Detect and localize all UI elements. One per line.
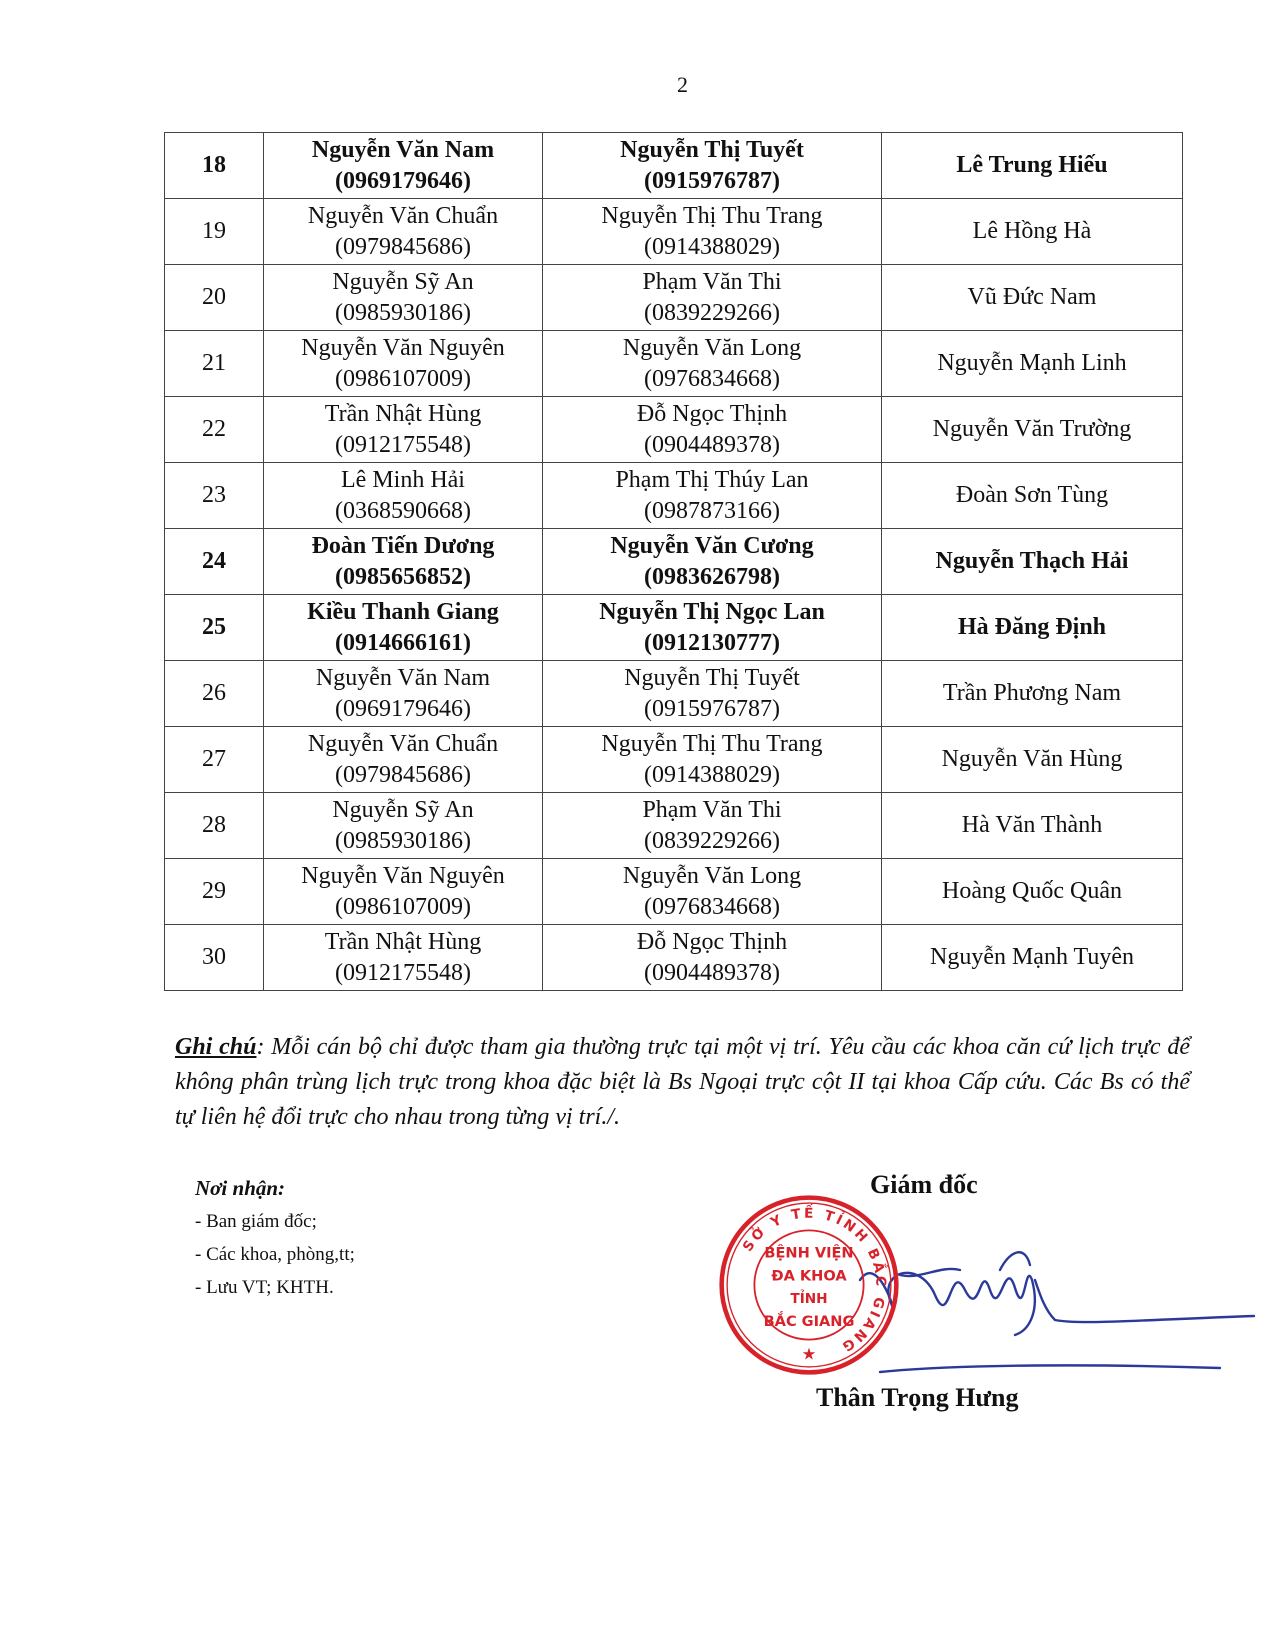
column-1-cell (264, 529, 543, 595)
table-row (165, 793, 1183, 859)
row-number-cell (165, 925, 264, 991)
column-3-name: Hà Đăng Định (957, 614, 1107, 640)
column-2-cell (543, 595, 882, 661)
column-3-name: Nguyễn Mạnh Tuyên (929, 944, 1134, 970)
column-3-cell (882, 199, 1183, 265)
recipient-item: - Các khoa, phòng,tt; (195, 1244, 355, 1265)
row-number: 29 (202, 878, 226, 904)
column-2-cell (543, 793, 882, 859)
column-2-cell (543, 265, 882, 331)
row-number-cell (165, 859, 264, 925)
column-2-cell (543, 463, 882, 529)
column-1-name: Kiều Thanh Giang (307, 598, 499, 625)
column-3-name: Nguyễn Văn Trường (932, 416, 1132, 442)
table-row (165, 859, 1183, 925)
column-1-name: Trần Nhật Hùng (324, 400, 482, 427)
column-1-name: Lê Minh Hải (341, 466, 465, 493)
duty-roster-table (164, 132, 1183, 991)
row-number-cell (165, 661, 264, 727)
row-number: 28 (202, 812, 226, 838)
column-3-cell (882, 265, 1183, 331)
column-1-name: Nguyễn Văn Nguyên (301, 334, 505, 361)
row-number-cell (165, 265, 264, 331)
column-3-cell (882, 529, 1183, 595)
column-2-phone: (0976834668) (644, 365, 780, 392)
column-3-cell (882, 727, 1183, 793)
column-1-phone: (0912175548) (335, 959, 471, 986)
row-number: 22 (202, 416, 226, 442)
column-2-name: Nguyễn Văn Long (622, 862, 802, 889)
column-1-name: Nguyễn Sỹ An (332, 268, 474, 295)
column-3-cell (882, 595, 1183, 661)
column-1-phone: (0986107009) (335, 365, 471, 392)
row-number-cell (165, 595, 264, 661)
stamp-ring-text: SỞ Y TẾ TỈNH BẮC GIANG (739, 1205, 889, 1356)
column-3-name: Hoàng Quốc Quân (942, 878, 1122, 904)
row-number: 24 (202, 548, 226, 574)
column-2-cell (543, 661, 882, 727)
column-3-cell (882, 793, 1183, 859)
row-number-cell (165, 199, 264, 265)
row-number: 27 (202, 746, 226, 772)
column-3-name: Vũ Đức Nam (967, 284, 1097, 310)
row-number-cell (165, 463, 264, 529)
column-2-name: Nguyễn Thị Thu Trang (601, 202, 823, 229)
column-3-cell (882, 859, 1183, 925)
table-row (165, 727, 1183, 793)
column-2-phone: (0983626798) (644, 563, 780, 590)
column-3-name: Nguyễn Văn Hùng (941, 746, 1123, 772)
column-1-phone: (0985930186) (335, 299, 471, 326)
column-2-name: Nguyễn Văn Cương (610, 532, 814, 559)
column-1-cell (264, 859, 543, 925)
column-1-cell (264, 727, 543, 793)
column-2-name: Phạm Văn Thi (642, 268, 782, 295)
column-1-phone: (0986107009) (335, 893, 471, 920)
recipient-item: - Lưu VT; KHTH. (195, 1277, 334, 1298)
column-2-phone: (0912130777) (644, 629, 780, 656)
column-1-phone: (0979845686) (335, 233, 471, 260)
row-number: 26 (202, 680, 226, 706)
table-row (165, 133, 1183, 199)
recipients-block (195, 1172, 355, 1304)
handwritten-signature (840, 1240, 1260, 1380)
stamp-line: ĐA KHOA (771, 1267, 847, 1285)
column-1-cell (264, 661, 543, 727)
table-row (165, 661, 1183, 727)
column-1-phone: (0969179646) (335, 167, 471, 194)
column-3-cell (882, 463, 1183, 529)
column-3-name: Lê Trung Hiếu (956, 152, 1108, 178)
director-name: Thân Trọng Hưng (816, 1383, 1019, 1412)
column-2-name: Đỗ Ngọc Thịnh (636, 400, 788, 427)
column-1-phone: (0368590668) (335, 497, 471, 524)
column-1-cell (264, 265, 543, 331)
director-title: Giám đốc (870, 1170, 978, 1199)
column-2-name: Nguyễn Văn Long (622, 334, 802, 361)
official-stamp (718, 1194, 900, 1376)
recipients-title: Nơi nhận: (195, 1176, 286, 1200)
note-text: : Mỗi cán bộ chỉ được tham gia thường trực tại một vị trí. Yêu cầu các khoa căn cứ lịch trực để không phân trùng lịch trực trong khoa đặc biệt là Bs Ngoại trực cột II tại khoa Cấp cứu. Các Bs có thể tự liên hệ đổi trực cho nhau trong từng vị trí./. (175, 1034, 1190, 1130)
column-1-name: Nguyễn Văn Chuẩn (307, 202, 499, 229)
column-1-name: Nguyễn Văn Chuẩn (307, 730, 499, 757)
column-2-phone: (0987873166) (644, 497, 780, 524)
column-2-cell (543, 133, 882, 199)
column-1-name: Nguyễn Văn Nam (315, 664, 491, 691)
row-number-cell (165, 133, 264, 199)
row-number-cell (165, 727, 264, 793)
column-3-cell (882, 397, 1183, 463)
column-1-name: Nguyễn Sỹ An (332, 796, 474, 823)
column-3-name: Đoàn Sơn Tùng (955, 482, 1109, 508)
column-1-cell (264, 331, 543, 397)
column-3-name: Trần Phương Nam (942, 680, 1122, 706)
column-2-phone: (0914388029) (644, 761, 780, 788)
stamp-line: BỆNH VIỆN (764, 1244, 854, 1262)
stamp-star-icon: ★ (801, 1344, 817, 1364)
column-2-cell (543, 199, 882, 265)
column-2-name: Phạm Thị Thúy Lan (615, 466, 809, 493)
column-1-cell (264, 199, 543, 265)
column-1-name: Nguyễn Văn Nam (311, 136, 495, 163)
row-number: 20 (202, 284, 226, 310)
column-1-phone: (0969179646) (335, 695, 471, 722)
column-2-phone: (0976834668) (644, 893, 780, 920)
table-row (165, 529, 1183, 595)
column-1-name: Đoàn Tiến Dương (311, 532, 495, 559)
column-3-cell (882, 925, 1183, 991)
table-row (165, 925, 1183, 991)
column-2-phone: (0915976787) (644, 167, 780, 194)
column-1-phone: (0914666161) (335, 629, 471, 656)
column-1-name: Nguyễn Văn Nguyên (301, 862, 505, 889)
row-number: 25 (202, 614, 226, 640)
column-3-cell (882, 133, 1183, 199)
column-1-phone: (0985656852) (335, 563, 471, 590)
column-2-name: Phạm Văn Thi (642, 796, 782, 823)
column-2-phone: (0914388029) (644, 233, 780, 260)
column-1-phone: (0912175548) (335, 431, 471, 458)
table-row (165, 331, 1183, 397)
table-row (165, 463, 1183, 529)
column-1-cell (264, 397, 543, 463)
table-row (165, 265, 1183, 331)
row-number-cell (165, 397, 264, 463)
note-label: Ghi chú (175, 1034, 257, 1060)
row-number: 23 (202, 482, 226, 508)
table-row (165, 595, 1183, 661)
column-2-cell (543, 331, 882, 397)
column-2-phone: (0904489378) (644, 431, 780, 458)
column-2-cell (543, 727, 882, 793)
column-3-name: Lê Hồng Hà (972, 218, 1092, 244)
column-1-cell (264, 595, 543, 661)
column-2-name: Đỗ Ngọc Thịnh (636, 928, 788, 955)
column-1-name: Trần Nhật Hùng (324, 928, 482, 955)
column-1-cell (264, 925, 543, 991)
note-paragraph (175, 1030, 1190, 1135)
column-2-name: Nguyễn Thị Ngọc Lan (599, 598, 825, 625)
table-row (165, 397, 1183, 463)
column-2-cell (543, 397, 882, 463)
column-2-name: Nguyễn Thị Tuyết (620, 136, 804, 163)
stamp-line: TỈNH (790, 1291, 828, 1308)
column-2-name: Nguyễn Thị Tuyết (624, 664, 800, 691)
column-2-phone: (0839229266) (644, 299, 780, 326)
column-3-cell (882, 661, 1183, 727)
roster-body (165, 133, 1183, 991)
column-3-name: Nguyễn Mạnh Linh (937, 350, 1127, 376)
column-1-cell (264, 793, 543, 859)
column-1-cell (264, 463, 543, 529)
column-2-name: Nguyễn Thị Thu Trang (601, 730, 823, 757)
page-number: 2 (677, 72, 688, 97)
column-2-cell (543, 925, 882, 991)
row-number: 21 (202, 350, 226, 376)
row-number-cell (165, 331, 264, 397)
row-number-cell (165, 793, 264, 859)
column-3-cell (882, 331, 1183, 397)
column-1-phone: (0979845686) (335, 761, 471, 788)
column-1-phone: (0985930186) (335, 827, 471, 854)
row-number: 30 (202, 944, 226, 970)
stamp-line: BẮC GIANG (763, 1312, 855, 1330)
table-row (165, 199, 1183, 265)
column-2-cell (543, 529, 882, 595)
recipient-item: - Ban giám đốc; (195, 1211, 317, 1232)
column-2-phone: (0915976787) (644, 695, 780, 722)
row-number: 18 (202, 152, 226, 178)
column-3-name: Hà Văn Thành (961, 812, 1103, 838)
column-2-phone: (0904489378) (644, 959, 780, 986)
column-2-cell (543, 859, 882, 925)
row-number-cell (165, 529, 264, 595)
row-number: 19 (202, 218, 226, 244)
column-2-phone: (0839229266) (644, 827, 780, 854)
column-3-name: Nguyễn Thạch Hải (935, 548, 1129, 574)
column-1-cell (264, 133, 543, 199)
